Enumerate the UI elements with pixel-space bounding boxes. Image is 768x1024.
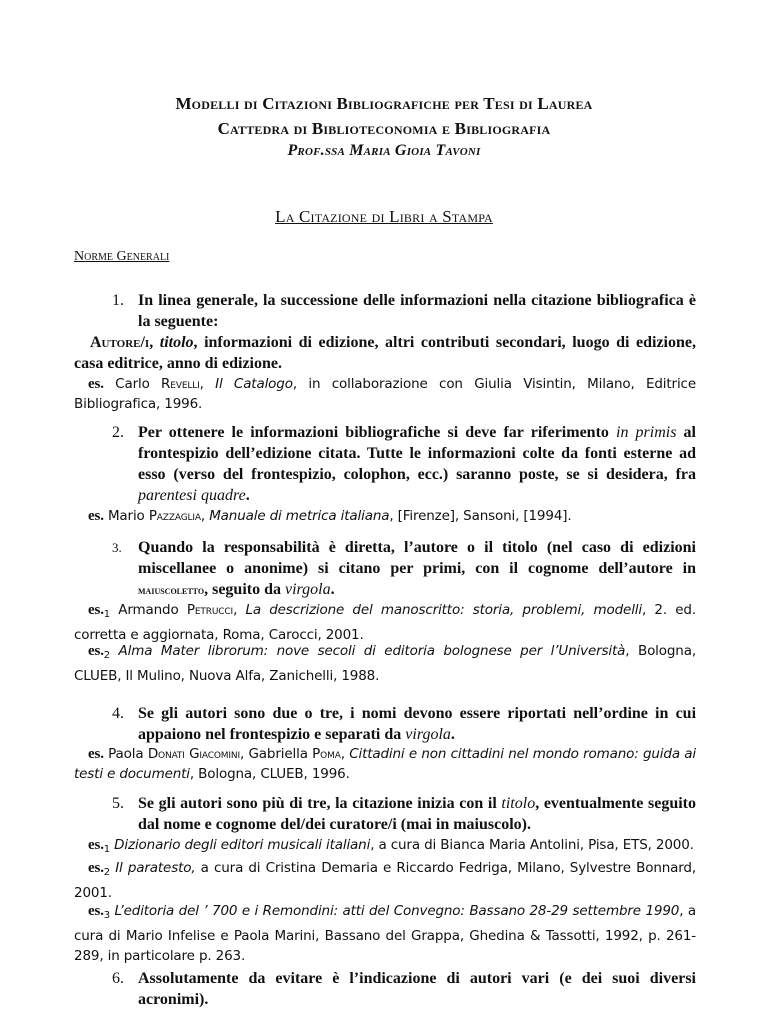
example-text: , a cura di Bianca Maria Antolini, Pisa, ETS, 2000. — [370, 837, 694, 853]
item-bold: successione delle informazioni — [280, 292, 489, 309]
rule-item-2 — [112, 422, 696, 506]
item-number: 1. — [112, 292, 124, 309]
item-text: al — [676, 424, 696, 441]
example-label: es. — [88, 903, 104, 919]
example-author: Petrucci — [186, 602, 234, 618]
item-number: 3. — [112, 540, 122, 555]
item-smallcaps: maiuscoletto — [138, 583, 205, 597]
example-text: , 2. ed. corretta e aggiornata, Roma, Carocci, 2001. — [74, 602, 696, 643]
example-author: Poma — [312, 746, 341, 762]
example-index: 3 — [103, 910, 111, 921]
document-author: Prof.ssa Maria Gioia Tavoni — [287, 142, 481, 159]
item-text: Se gli — [138, 795, 181, 812]
item-italic: in primis — [616, 424, 677, 441]
example-text: , Bologna, CLUEB, Il Mulino, Nuova Alfa, Zanichelli, 1988. — [74, 643, 696, 684]
rule-item-1 — [112, 290, 696, 332]
item-text: Per ottenere le informazioni bibliografiche si deve far riferimento — [138, 424, 616, 441]
example-text: , Gabriella — [240, 746, 313, 762]
example-title: Alma Mater librorum: nove secoli di editoria bolognese per l’Università — [118, 643, 626, 659]
example-title: La descrizione del manoscritto: storia, problemi, modelli — [245, 602, 642, 618]
example-2: es. Mario Pazzaglia, Manuale di metrica italiana, [Firenze], Sansoni, [1994]. — [88, 508, 572, 524]
item-text: , eventualmente seguito dal nome e cognome del/dei curatore/i (mai in maiuscolo). — [138, 795, 696, 833]
item-bold: più di tre — [262, 795, 327, 812]
section-heading: La Citazione di Libri a Stampa — [275, 207, 493, 226]
item-text: Se gli — [138, 705, 186, 722]
rule-item-6 — [112, 968, 696, 1010]
example-author: Revelli — [161, 376, 200, 392]
example-5c — [74, 901, 696, 966]
example-label: es. — [88, 837, 104, 853]
item-bold: due o tre — [272, 705, 339, 722]
example-text: , [Firenze], Sansoni, [1994]. — [389, 508, 572, 524]
item-text: Assolutamente da evitare è l’indicazione di autori vari (e dei suoi diversi acronimi). — [138, 970, 696, 1008]
item-bold: autori — [180, 795, 222, 812]
example-author: Pazzaglia — [148, 508, 201, 524]
example-5a — [74, 835, 696, 860]
item-bold: frontespizio — [138, 445, 219, 462]
item-bold: responsabilità è diretta — [223, 539, 391, 556]
example-title: Il paratesto, — [115, 860, 196, 876]
item-italic: virgola — [285, 581, 331, 598]
example-text: Mario — [103, 508, 149, 524]
item-text: dell’edizione citata. Tutte le informazioni colte da fonti esterne ad esso (verso del frontespizio, colophon, ecc.) saranno poste, se si desidera, fra — [138, 445, 696, 483]
subsection-heading: Norme Generali — [74, 249, 170, 264]
item-text: In linea generale, la — [138, 292, 281, 309]
item-bold: autori — [185, 705, 228, 722]
example-title: Manuale di metrica italiana — [209, 508, 390, 524]
item-number: 6. — [112, 970, 124, 987]
item-text: nella citazione bibliografica è la seguente: — [138, 292, 696, 330]
example-1: es. Carlo Revelli, Il Catalogo, in collaborazione con Giulia Visintin, Milano, Editrice Bibliografica, 1996. — [74, 376, 696, 412]
example-text: , Bologna, CLUEB, 1996. — [189, 766, 350, 782]
example-4: es. Paola Donati Giacomini, Gabriella Poma, Cittadini e non cittadini nel mondo romano: guida ai testi e documenti, Bologna, CLUEB, 1996. — [74, 746, 696, 782]
item-smallcaps: Autore/i — [90, 334, 150, 351]
item-text: sono — [227, 705, 273, 722]
rule-item-3 — [112, 537, 696, 601]
example-text: Armando — [110, 602, 187, 618]
item-number: 5. — [112, 795, 124, 812]
example-index: 1 — [103, 844, 111, 855]
item-text: Quando la — [138, 539, 224, 556]
item-italic: titolo — [501, 795, 536, 812]
item-text: , i nomi devono essere riportati nell’ordine in cui appaiono nel frontespizio e separati da — [138, 705, 697, 743]
example-label: es. — [88, 376, 104, 392]
example-author: Donati Giacomini — [147, 746, 241, 762]
rule-item-1-continuation: Autore/i, titolo, informazioni di edizione, altri contributi secondari, luogo di edizione, casa editrice, anno di edizione. — [74, 334, 696, 372]
example-label: es. — [88, 746, 104, 762]
item-text: . — [245, 487, 250, 504]
example-label: es. — [88, 602, 104, 618]
item-number: 2. — [112, 424, 124, 441]
example-5b — [74, 858, 696, 903]
rule-item-5 — [112, 793, 696, 835]
item-text: . — [330, 581, 335, 598]
example-index: 2 — [103, 650, 111, 661]
document-title: Modelli di Citazioni Bibliografiche per Tesi di Laurea — [175, 94, 593, 113]
example-text: , a cura di Mario Infelise e Paola Marini, Bassano del Grappa, Ghedina & Tassotti, 1992, p. 261-289, in particolare p. 263. — [74, 903, 696, 964]
example-3b — [74, 641, 696, 686]
example-text: Paola — [103, 746, 148, 762]
example-index: 1 — [103, 609, 111, 620]
example-title: Cittadini e non cittadini nel mondo romano: guida ai testi e documenti — [74, 746, 696, 782]
example-text: , in collaborazione con Giulia Visintin, Milano, Editrice Bibliografica, 1996. — [74, 376, 696, 412]
example-3a: $es._1$ Armando Petrucci, La descrizione del manoscritto: storia, problemi, modelli, 2. ed. corretta e aggiornata, Roma, Carocci, 2001. — [74, 602, 696, 643]
example-title: L’editoria del ’ 700 e i Remondini: atti del Convegno: Bassano 28-29 settembre 1990 — [114, 903, 680, 919]
item-text: . — [450, 726, 455, 743]
item-italic: titolo — [159, 334, 194, 351]
example-title: Dizionario degli editori musicali italiani — [114, 837, 371, 853]
example-label: es. — [88, 860, 104, 876]
example-text: a cura di Cristina Demaria e Riccardo Fedriga, Milano, Sylvestre Bonnard, 2001. — [74, 860, 696, 901]
example-index: 2 — [103, 867, 111, 878]
item-italic: parentesi quadre — [138, 487, 246, 504]
item-text: , l’autore o il titolo (nel caso di edizioni miscellanee o anonime) si citano per primi, con il cognome dell’autore in — [138, 539, 696, 577]
item-text: , seguito da — [204, 581, 285, 598]
rule-item-4 — [112, 703, 697, 745]
item-italic: virgola — [405, 726, 451, 743]
item-text: sono — [221, 795, 263, 812]
example-title: Il Catalogo — [215, 376, 293, 392]
example-label: es. — [88, 508, 104, 524]
example-label: es. — [88, 643, 104, 659]
item-text: , informazioni di edizione, altri contributi secondari, luogo di edizione, casa editrice, anno di edizione. — [74, 334, 696, 372]
document-subtitle: Cattedra di Biblioteconomia e Bibliografia — [217, 119, 551, 138]
example-text: Carlo — [103, 376, 162, 392]
item-text: , la citazione inizia con il — [326, 795, 502, 812]
item-number: 4. — [112, 705, 124, 722]
